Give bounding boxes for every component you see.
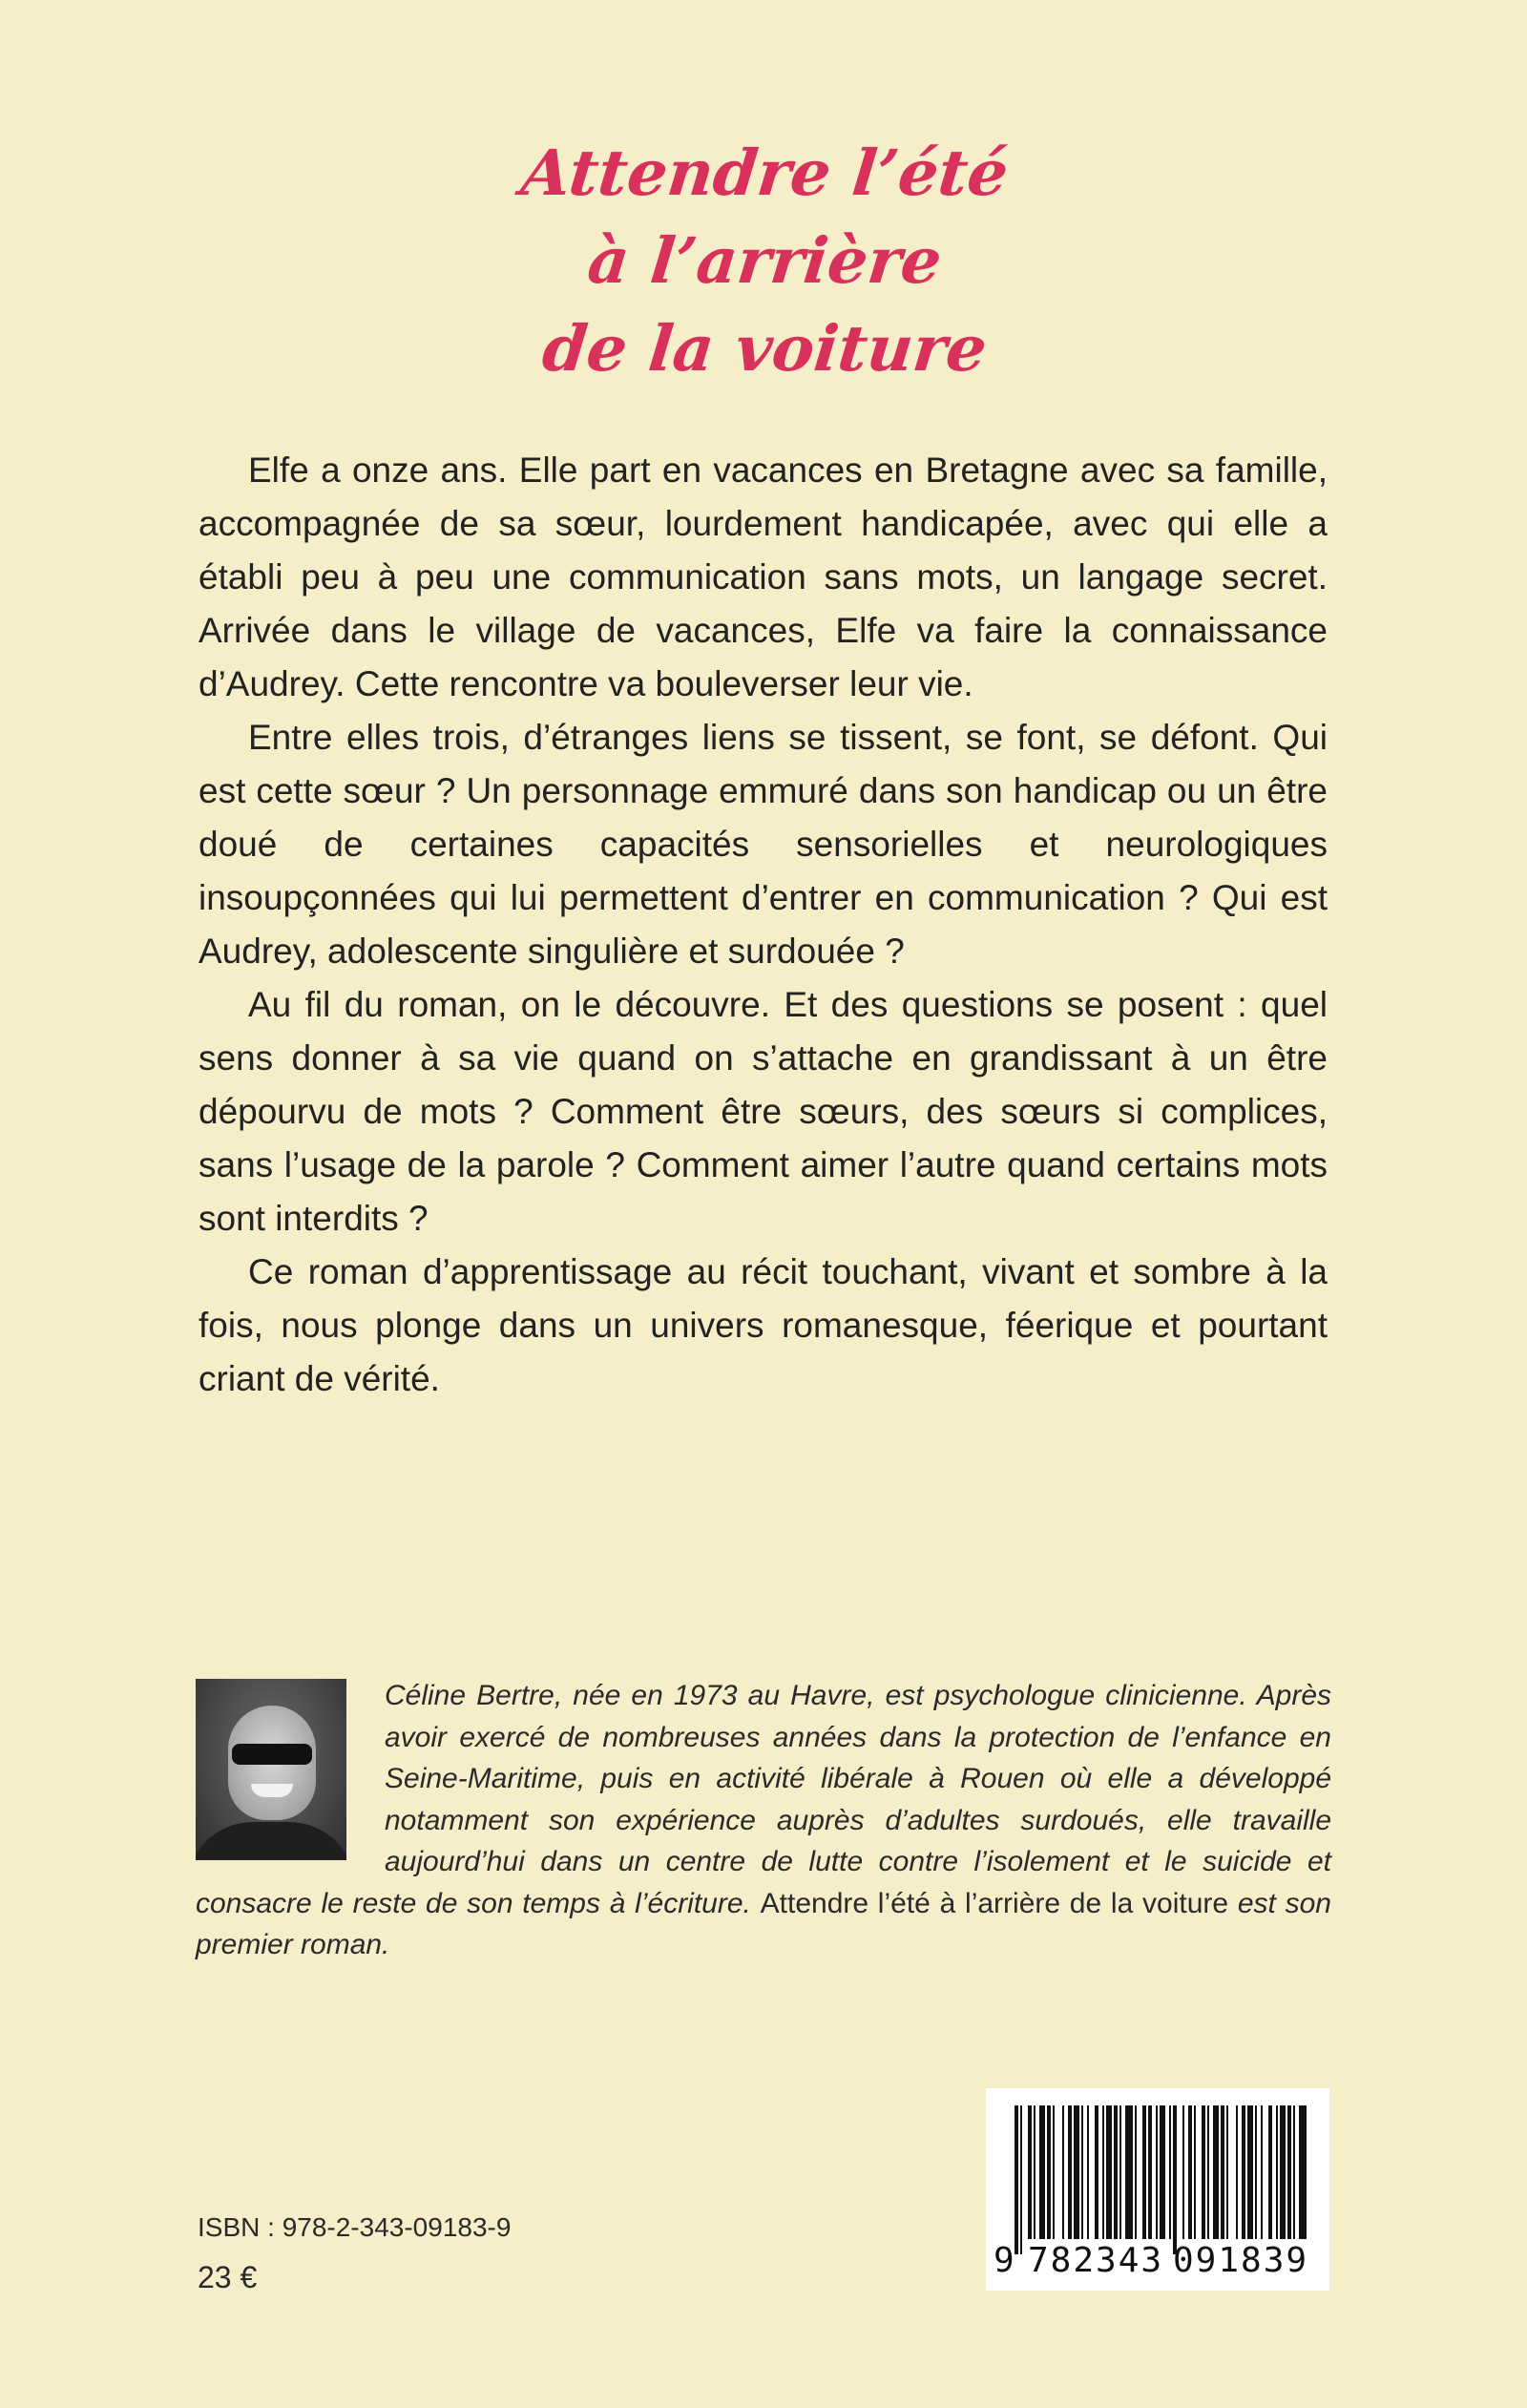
barcode-bar [1039,2105,1045,2239]
barcode-bar [1160,2105,1165,2239]
barcode-bar [1169,2105,1171,2239]
barcode-bar [1188,2105,1192,2239]
barcode-bar [1135,2105,1137,2239]
barcode-bar [1034,2105,1035,2239]
barcode-bar [1173,2105,1177,2254]
barcode-bar [1119,2105,1121,2239]
barcode-bar [1047,2105,1051,2239]
barcode-bar [1242,2105,1245,2239]
book-title [0,136,1527,405]
barcode-bar [1207,2105,1209,2239]
barcode-group-2: 091839 [1173,2241,1309,2280]
barcode-bar [1255,2105,1257,2239]
barcode-bar [1114,2105,1118,2239]
barcode-bar [1261,2105,1263,2239]
barcode-group-1: 782343 [1028,2241,1164,2280]
barcode-bar [1015,2105,1018,2254]
synopsis-paragraph-4: Ce roman d’apprentissage au récit touchant, vivant et sombre à la fois, nous plonge dans un univers romanesque, féerique et pourtant criant de vérité. [199,1252,1328,1398]
author-bio [196,1675,1331,1966]
title-line-2: à l’arrière [584,223,946,298]
barcode-bar [1276,2105,1278,2239]
barcode-bar [1293,2105,1295,2239]
barcode-bar [1095,2105,1098,2239]
author-photo [196,1679,346,1860]
barcode-bar [1156,2105,1158,2239]
barcode-bar [1287,2105,1291,2239]
barcode-bar [1053,2105,1055,2239]
barcode-bar [1247,2105,1253,2239]
synopsis-paragraph-2: Entre elles trois, d’étranges liens se tissent, se font, se défont. Qui est cette sœur ? Un personnage emmuré dans son handicap ou un être doué de certaines capacités sensorielles et neurologiques insoupçonnées qui lui permettent d’entrer en communication ? Qui est Audrey, adolescente singulière et surdouée ? [199,718,1328,971]
synopsis-paragraph-1: Elfe a onze ans. Elle part en vacances en Bretagne avec sa famille, accompagnée de sa sœur, lourdement handicapée, avec qui elle a établi peu à peu une communication sans mots, un langage secret. Arrivée dans le village de vacances, Elfe va faire la connaissance d’Audrey. Cette rencontre va bouleverser leur vie. [199,450,1328,703]
isbn-number: ISBN : 978-2-343-09183-9 [198,2212,512,2242]
barcode-bar [1087,2105,1089,2239]
title-line-1: Attendre l’été [517,136,1013,210]
barcode-bar [1028,2105,1032,2239]
barcode-bar [1102,2105,1104,2239]
barcode-bar [1280,2105,1286,2239]
barcode [986,2088,1329,2291]
author-bio-part-1: Céline Bertre, née en 1973 au Havre, est psychologue clinicienne. Après avoir exercé de nombreuses années dans la protection de l’enfance en Seine-Maritime, puis en activité libérale à Rouen où elle a développé notamment son expérience auprès d’adultes surdoués, elle travaille aujourd’hui dans un centre de lutte contre l’isolement et le suicide et consacre le reste de son temps à l’écriture. [196,1680,1331,1919]
barcode-bar [1236,2105,1238,2239]
title-line-3: de la voiture [538,311,991,386]
barcode-bar [1148,2105,1152,2239]
author-bio-book-title: Attendre l’été à l’arrière de la voiture [760,1887,1229,1919]
barcode-bar [1142,2105,1146,2239]
author-bio-text [196,1680,1331,1960]
barcode-bar [1020,2105,1022,2254]
barcode-bar [1081,2105,1083,2239]
synopsis [199,444,1328,1406]
barcode-bar [1194,2105,1196,2239]
barcode-digits [986,2241,1329,2283]
barcode-bar [1182,2105,1184,2239]
barcode-bar [1299,2105,1307,2239]
book-price: 23 € [198,2260,258,2294]
barcode-bar [1125,2105,1133,2239]
barcode-bar [1074,2105,1079,2239]
barcode-first-digit: 9 [994,2241,1015,2280]
barcode-bar [1268,2105,1272,2239]
barcode-bar [1062,2105,1064,2239]
barcode-bar [1202,2105,1205,2239]
barcode-bar [1106,2105,1112,2239]
barcode-bar [1221,2105,1224,2239]
synopsis-paragraph-3: Au fil du roman, on le découvre. Et des questions se posent : quel sens donner à sa vie quand on s’attache en grandissant à un être dépourvu de mots ? Comment être sœurs, des sœurs si complices, sans l’usage de la parole ? Comment aimer l’autre quand certains mots sont interdits ? [199,985,1328,1238]
barcode-bar [1213,2105,1219,2239]
barcode-bar [1226,2105,1228,2239]
author-bio-part-2: est son premier roman. [196,1887,1331,1960]
barcode-bar [1068,2105,1072,2239]
